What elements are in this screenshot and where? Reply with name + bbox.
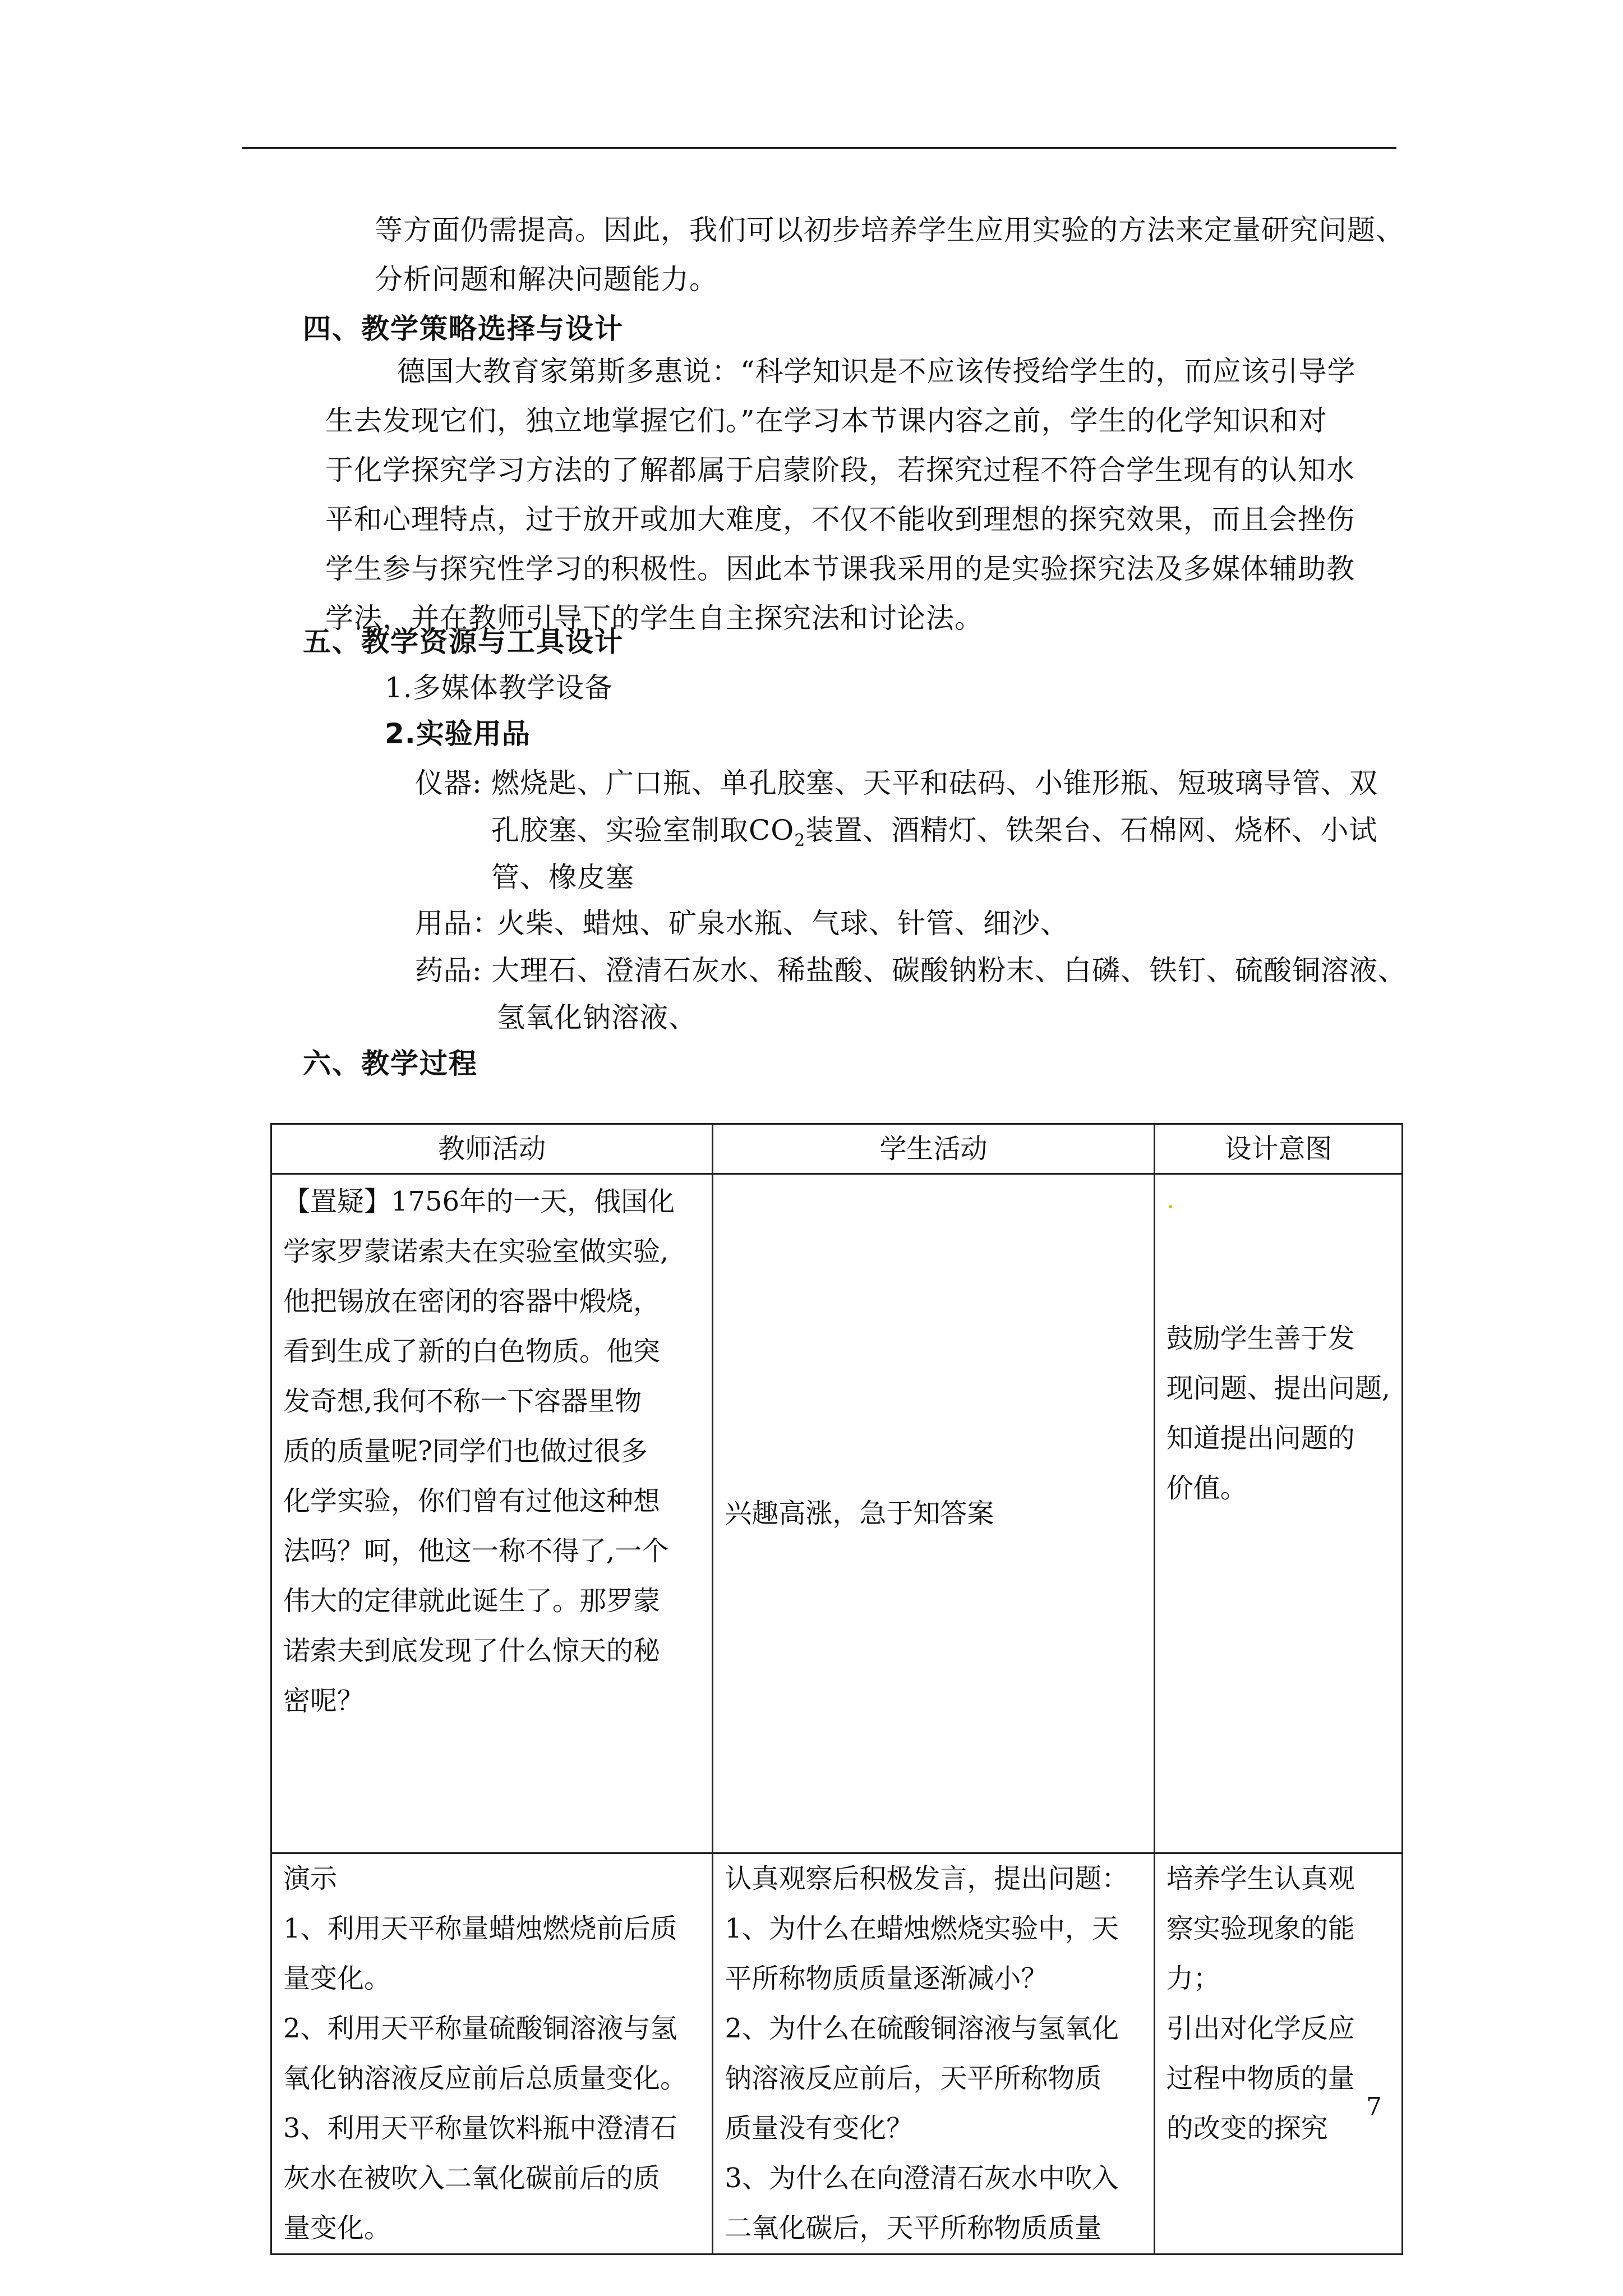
chemicals-line: 氢氧化钠溶液、 bbox=[497, 1001, 697, 1034]
cell-line: 二氧化碳后，天平所称物质质量 bbox=[725, 2212, 1102, 2244]
resource-item-lab-supplies: 2.实验用品 bbox=[385, 717, 531, 750]
intro-line: 分析问题和解决问题能力。 bbox=[375, 263, 718, 296]
header-rule bbox=[242, 147, 1396, 149]
co2-subscript: 2 bbox=[794, 831, 806, 850]
cell-line: 平所称物质质量逐渐减小？ bbox=[725, 1963, 1048, 1994]
cell-line: 法吗？呵，他这一称不得了,一个 bbox=[283, 1535, 669, 1567]
section-5-heading: 五、教学资源与工具设计 bbox=[303, 625, 624, 658]
instruments-line-end: 装置、酒精灯、铁架台、石棉网、烧杯、小试 bbox=[805, 814, 1378, 846]
cell-line: 1、为什么在蜡烛燃烧实验中，天 bbox=[725, 1913, 1119, 1944]
cell-line: 的改变的探究 bbox=[1166, 2113, 1328, 2144]
cell-line: 密呢？ bbox=[283, 1685, 365, 1717]
cell-line: 2、利用天平称量硫酸铜溶液与氢 bbox=[283, 2013, 677, 2044]
section-4-line: 生去发现它们，独立地掌握它们。”在学习本节课内容之前，学生的化学知识和对 bbox=[325, 404, 1327, 437]
cell-line: 力； bbox=[1166, 1963, 1220, 1994]
cell-line: 过程中物质的量 bbox=[1166, 2063, 1355, 2094]
instruments-label: 仪器: bbox=[415, 767, 482, 799]
student-activity-cell bbox=[713, 1853, 1154, 2254]
cell-line: 培养学生认真观 bbox=[1166, 1863, 1355, 1894]
cell-line: 鼓励学生善于发 bbox=[1166, 1323, 1355, 1354]
cell-line: 氧化钠溶液反应前后总质量变化。 bbox=[283, 2063, 688, 2094]
section-4-line: 学生参与探究性学习的积极性。因此本节课我采用的是实验探究法及多媒体辅助教 bbox=[325, 553, 1355, 585]
instruments-line: 管、橡皮塞 bbox=[491, 861, 634, 894]
cell-line: 量变化。 bbox=[283, 1963, 391, 1994]
header-teacher-activity: 教师活动 bbox=[271, 1124, 713, 1174]
instruments-line-start: 孔胶塞、实验室制取CO bbox=[491, 814, 795, 846]
section-6-heading: 六、教学过程 bbox=[303, 1047, 478, 1080]
design-intent-cell bbox=[1154, 1174, 1402, 1853]
cell-line: 兴趣高涨，急于知答案 bbox=[725, 1497, 994, 1529]
chemicals-label: 药品: bbox=[415, 954, 482, 987]
cell-line: 灰水在被吹入二氧化碳前后的质 bbox=[283, 2162, 661, 2194]
student-activity-cell bbox=[713, 1174, 1154, 1853]
cell-line: 诺索夫到底发现了什么惊天的秘 bbox=[283, 1635, 661, 1667]
table-row bbox=[271, 1174, 1403, 1853]
cell-line: 看到生成了新的白色物质。他突 bbox=[283, 1336, 661, 1367]
instruments-line: 燃烧匙、广口瓶、单孔胶塞、天平和砝码、小锥形瓶、短玻璃导管、双 bbox=[491, 767, 1378, 799]
section-4-paragraph bbox=[325, 347, 1424, 643]
cell-line: 伟大的定律就此诞生了。那罗蒙 bbox=[283, 1585, 661, 1617]
cell-line: 察实验现象的能 bbox=[1166, 1913, 1355, 1944]
section-4-line: 平和心理特点，过于放开或加大难度，不仅不能收到理想的探究效果，而且会挫伤 bbox=[325, 503, 1355, 536]
resource-item-multimedia: 1.多媒体教学设备 bbox=[385, 671, 613, 704]
cell-line: 现问题、提出问题, bbox=[1166, 1373, 1390, 1404]
instruments-line bbox=[491, 808, 1377, 850]
cell-line: 3、利用天平称量饮料瓶中澄清石 bbox=[283, 2113, 677, 2144]
stray-dot-mark bbox=[1169, 1205, 1172, 1208]
cell-line: 3、为什么在向澄清石灰水中吹入 bbox=[725, 2162, 1119, 2194]
section-4-heading: 四、教学策略选择与设计 bbox=[303, 312, 624, 345]
cell-line: 价值。 bbox=[1166, 1473, 1247, 1504]
cell-line: 发奇想,我何不称一下容器里物 bbox=[283, 1386, 642, 1417]
cell-line: 他把锡放在密闭的容器中煅烧， bbox=[283, 1286, 661, 1317]
table-header-row bbox=[271, 1124, 1403, 1174]
section-4-line: 德国大教育家第斯多惠说：“科学知识是不应该传授给学生的，而应该引导学 bbox=[397, 355, 1356, 388]
header-student-activity: 学生活动 bbox=[713, 1124, 1154, 1174]
cell-line: 量变化。 bbox=[283, 2212, 391, 2244]
cell-line: 2、为什么在硫酸铜溶液与氢氧化 bbox=[725, 2013, 1119, 2044]
cell-line: 化学实验，你们曾有过他这种想 bbox=[283, 1485, 661, 1517]
cell-line: 1、利用天平称量蜡烛燃烧前后质 bbox=[283, 1913, 677, 1944]
section-4-line: 于化学探究学习方法的了解都属于启蒙阶段，若探究过程不符合学生现有的认知水 bbox=[325, 454, 1355, 486]
header-design-intent: 设计意图 bbox=[1154, 1124, 1402, 1174]
cell-line: 钠溶液反应前后，天平所称物质 bbox=[725, 2063, 1102, 2094]
supplies-list: 火柴、蜡烛、矿泉水瓶、气球、针管、细沙、 bbox=[497, 907, 1069, 940]
cell-line: 引出对化学反应 bbox=[1166, 2013, 1355, 2044]
design-intent-cell bbox=[1154, 1853, 1402, 2254]
teacher-activity-cell bbox=[271, 1174, 713, 1853]
page-number: 7 bbox=[1366, 2092, 1382, 2121]
chemicals-line: 大理石、澄清石灰水、稀盐酸、碳酸钠粉末、白磷、铁钉、硫酸铜溶液、 bbox=[491, 954, 1407, 987]
cell-line: 质的质量呢?同学们也做过很多 bbox=[283, 1435, 648, 1467]
cell-line: 演示 bbox=[283, 1863, 338, 1894]
cell-line: 认真观察后积极发言，提出问题： bbox=[725, 1863, 1129, 1894]
section-4-line: 学法，并在教师引导下的学生自主探究法和讨论法。 bbox=[325, 602, 983, 634]
teaching-process-table bbox=[270, 1123, 1403, 2255]
supplies-label: 用品： bbox=[415, 907, 501, 940]
cell-line: 质量没有变化？ bbox=[725, 2113, 914, 2144]
intro-line: 等方面仍需提高。因此，我们可以初步培养学生应用实验的方法来定量研究问题、 bbox=[375, 214, 1404, 246]
cell-line: 知道提出问题的 bbox=[1166, 1423, 1355, 1454]
cell-line: 学家罗蒙诺索夫在实验室做实验, bbox=[283, 1236, 669, 1267]
teacher-activity-cell bbox=[271, 1853, 713, 2254]
intro-paragraph bbox=[375, 205, 1474, 304]
cell-line: 【置疑】1756年的一天，俄国化 bbox=[283, 1186, 675, 1217]
table-row bbox=[271, 1853, 1403, 2254]
